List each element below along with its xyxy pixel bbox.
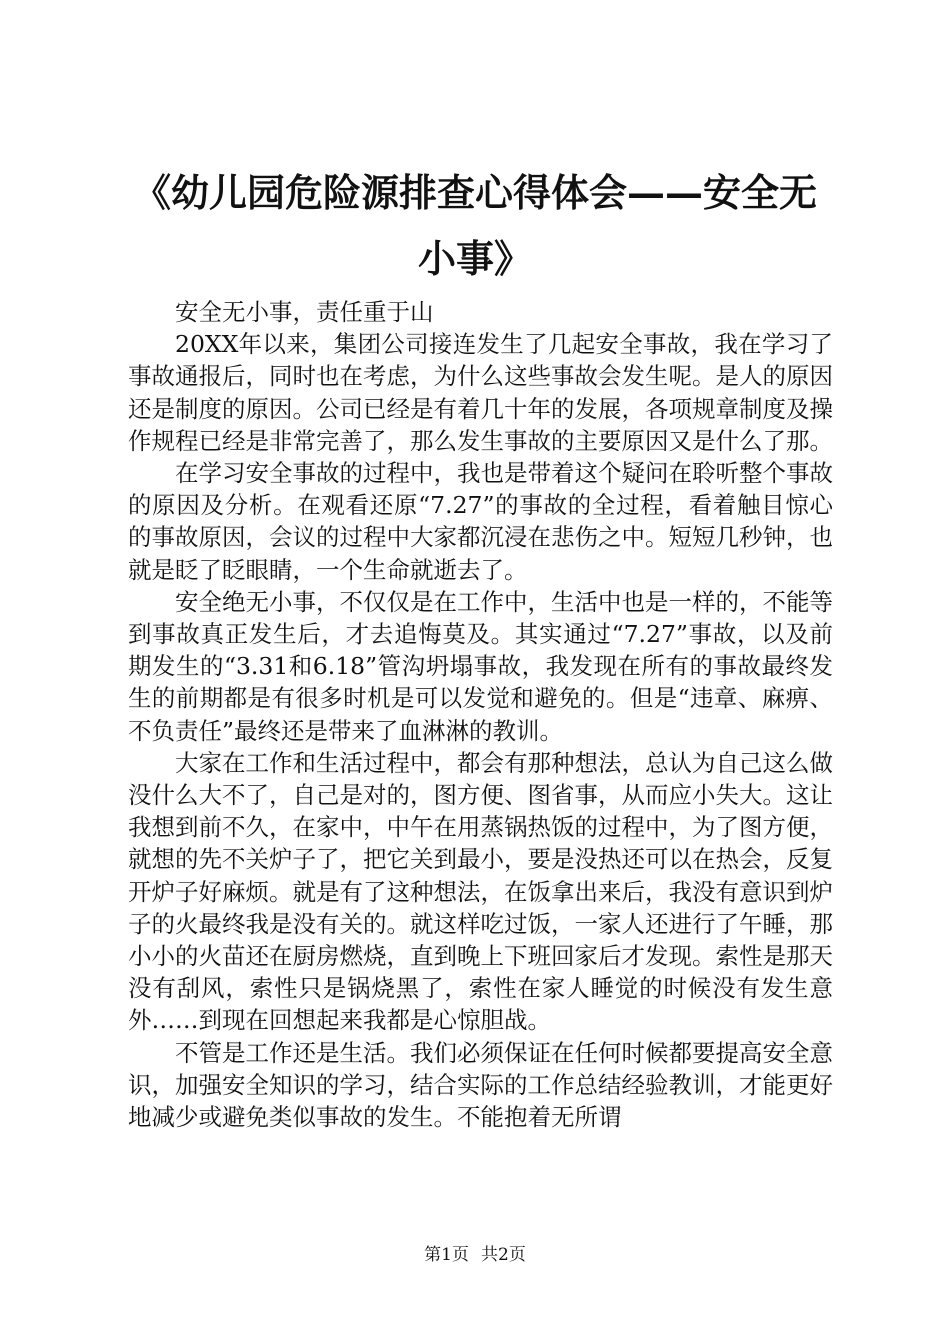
paragraph: 大家在工作和生活过程中，都会有那种想法，总认为自己这么做没什么大不了，自己是对的，图方便、图省事，从而应小失大。这让我想到前不久，在家中，中午在用蒸锅热饭的过程中，为了图方便，就想的先不关炉子了，把它关到最小，要是没热还可以在热会，反复开炉子好麻烦。就是有了这种想法，在饭拿出来后，我没有意识到炉子的火最终我是没有关的。就这样吃过饭，一家人还进行了午睡，那小小的火苗还在厨房燃烧，直到晚上下班回家后才发现。索性是那天没有刮风，索性只是锅烧黑了，索性在家人睡觉的时候没有发生意外……到现在回想起来我都是心惊胆战。 [128,748,833,1035]
document-title: 《幼儿园危险源排查心得体会——安全无小事》 [132,170,817,281]
paragraph: 不管是工作还是生活。我们必须保证在任何时候都要提高安全意识，加强安全知识的学习，结合实际的工作总结经验教训，才能更好地减少或避免类似事故的发生。不能抱着无所谓 [128,1038,833,1132]
page-total: 共2页 [481,1245,526,1265]
page-footer [0,1244,950,1266]
document-body [128,296,833,1133]
paragraph: 安全无小事，责任重于山 [175,298,434,326]
paragraph: 安全绝无小事，不仅仅是在工作中，生活中也是一样的，不能等到事故真正发生后，才去追悔莫及。其实通过“7.27”事故，以及前期发生的“3.31和6.18”管沟坍塌事故，我发现在所有的事故最终发生的前期都是有很多时机是可以发觉和避免的。但是“违章、麻痹、不负责任”最终还是带来了血淋淋的教训。 [128,587,833,745]
paragraph: 20XX年以来，集团公司接连发生了几起安全事故，我在学习了事故通报后，同时也在考虑，为什么这些事故会发生呢。是人的原因还是制度的原因。公司已经是有着几十年的发展，各项规章制度及操作规程已经是非常完善了，那么发生事故的主要原因又是什么了那。 [128,330,833,455]
page-number: 第1页 [424,1245,469,1265]
paragraph: 在学习安全事故的过程中，我也是带着这个疑问在聆听整个事故的原因及分析。在观看还原“7.27”的事故的全过程，看着触目惊心的事故原因，会议的过程中大家都沉浸在悲伤之中。短短几秒钟，也就是眨了眨眼睛，一个生命就逝去了。 [128,459,833,584]
